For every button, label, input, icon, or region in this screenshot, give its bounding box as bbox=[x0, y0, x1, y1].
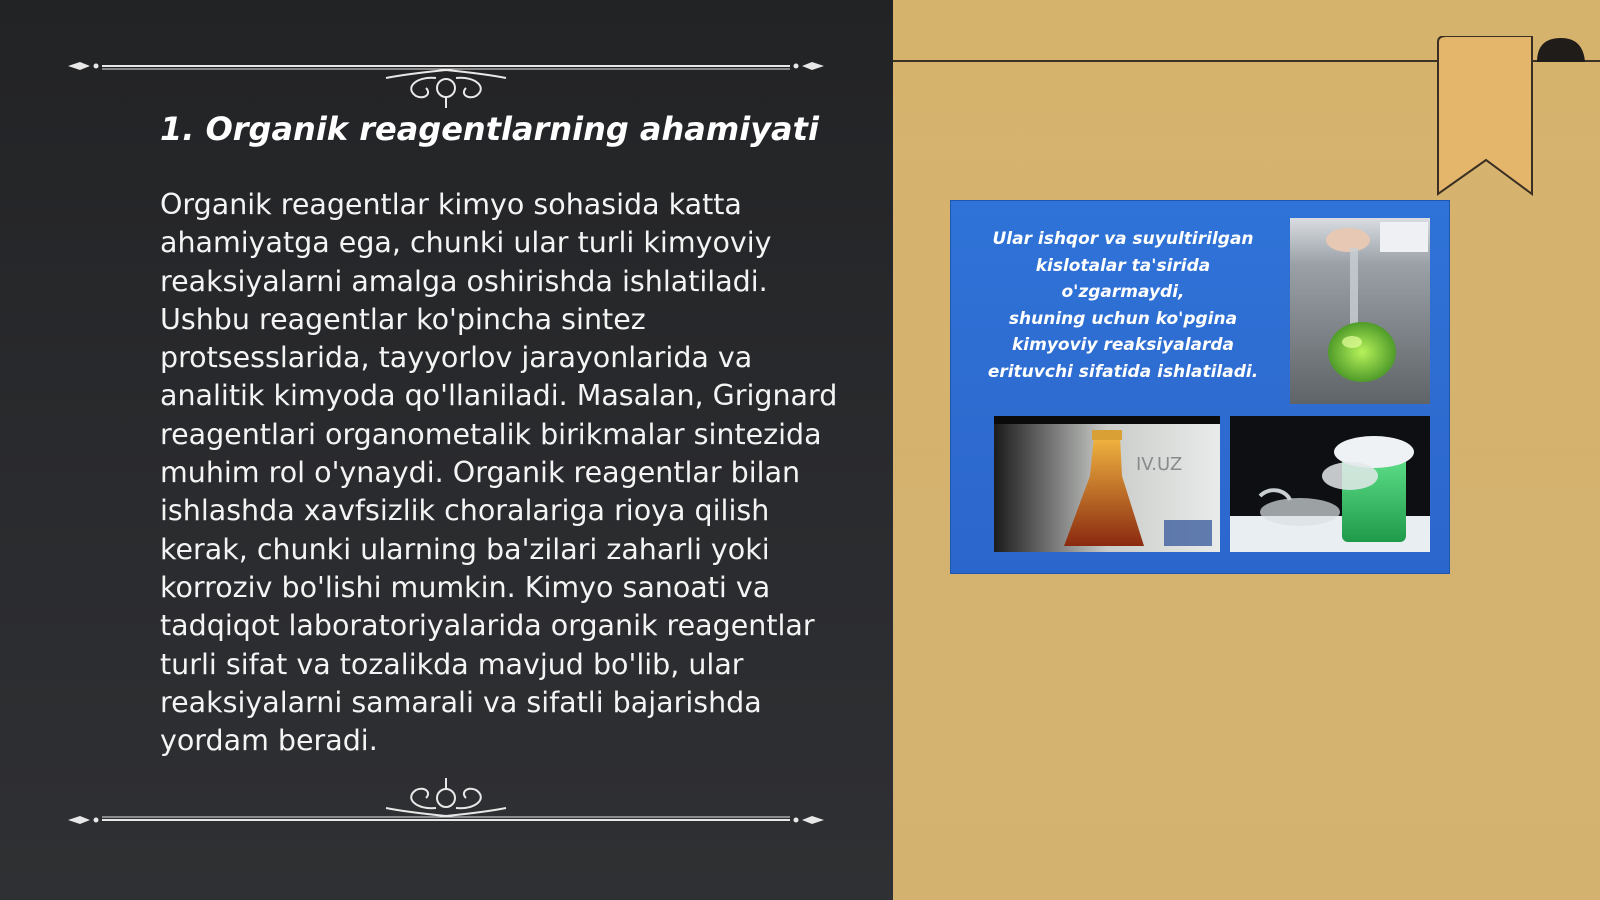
caption-line: erituvchi sifatida ishlatiladi. bbox=[987, 361, 1259, 382]
bookmark-ribbon-icon bbox=[1436, 36, 1536, 196]
caption-line: Ular ishqor va suyultirilgan bbox=[992, 229, 1254, 249]
body-paragraph: Organik reagentlar kimyo sohasida katta ahamiyatga ega, chunki ular turli kimyoviy reaksiyalarni amalga oshirishda ishlatiladi. Ushbu reagentlar ko'pincha sintez protsesslarida, tayyorlov jarayonlarida va analitik kimyoda qo'llaniladi. Masalan, Grignard reagentlari organometalik birikmalar sintezida muhim rol o'ynaydi. Organik reagentlar bilan ishlashda xavfsizlik choralariga rioya qilish kerak, chunki ularning ba'zilari zaharli yoki korroziv bo'lishi mumkin. Kimyo sanoati va tadqiqot laboratoriyalarida organik reagentlar turli sifat va tozalikda mavjud bo'lib, ular reaksiyalarni samarali va sifatli bajarishda yordam beradi. bbox=[160, 188, 838, 758]
figure-caption bbox=[978, 226, 1268, 385]
orange-flask-photo bbox=[994, 416, 1220, 552]
caption-line: kislotalar ta'sirida bbox=[1035, 255, 1211, 276]
ornament-divider-icon bbox=[66, 58, 826, 108]
slide-title: 1. Organik reagentlarning ahamiyati bbox=[160, 110, 819, 148]
flask-photo bbox=[1290, 218, 1430, 404]
ornament-divider-icon bbox=[66, 778, 826, 828]
figure-card bbox=[950, 200, 1450, 574]
smoking-beaker-photo bbox=[1230, 416, 1430, 552]
corner-dome-icon bbox=[1535, 36, 1587, 64]
watermark-text: IV.UZ bbox=[1136, 454, 1183, 475]
caption-line: shuning uchun ko'pgina bbox=[1008, 308, 1238, 329]
caption-line: kimyoviy reaksiyalarda bbox=[1011, 335, 1235, 355]
caption-line: o'zgarmaydi, bbox=[1061, 282, 1185, 302]
